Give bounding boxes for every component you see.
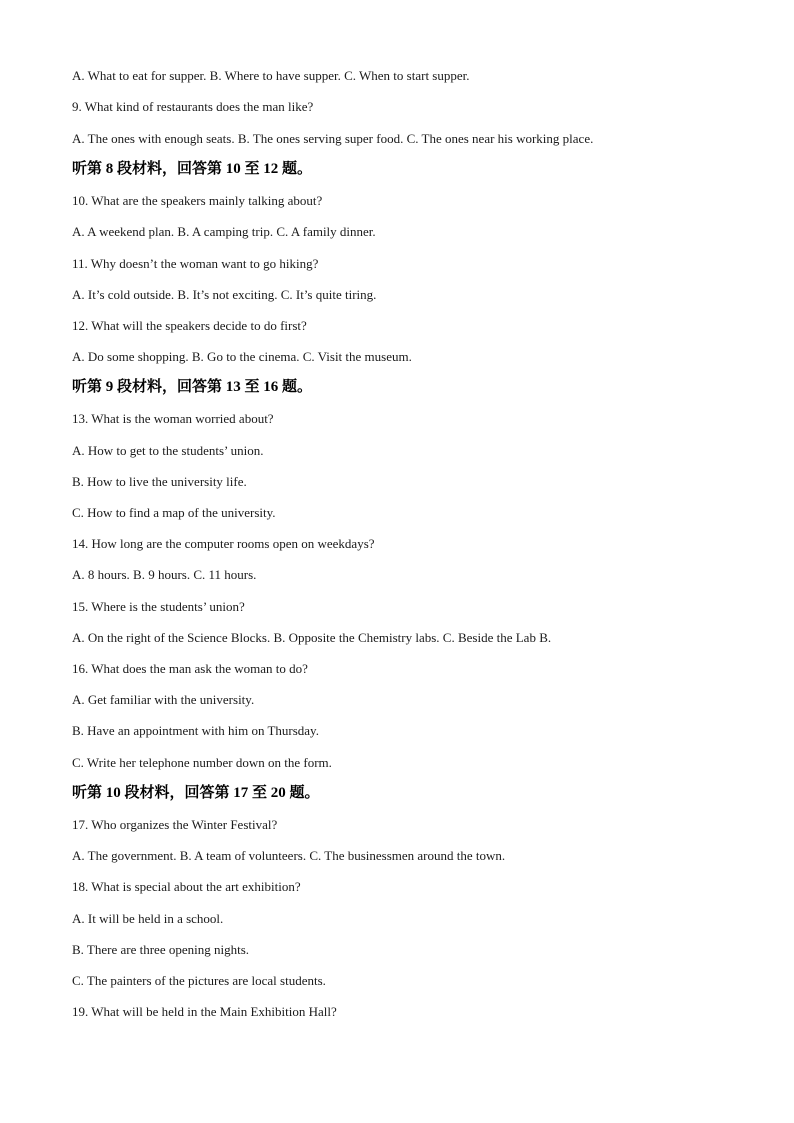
section-heading-10: 听第 10 段材料，回答第 17 至 20 题。 — [72, 785, 320, 801]
q19-question: 19. What will be held in the Main Exhibition Hall? — [72, 1004, 337, 1019]
q18-option-c: C. The painters of the pictures are local students. — [72, 973, 326, 988]
q11-question: 11. Why doesn’t the woman want to go hiking? — [72, 256, 319, 271]
q18-question: 18. What is special about the art exhibition? — [72, 879, 301, 894]
q18-option-a: A. It will be held in a school. — [72, 911, 224, 926]
q15-question: 15. Where is the students’ union? — [72, 599, 245, 614]
q12-question: 12. What will the speakers decide to do first? — [72, 318, 307, 333]
q9-question: 9. What kind of restaurants does the man like? — [72, 99, 314, 114]
q10-question: 10. What are the speakers mainly talking about? — [72, 193, 323, 208]
q11-options: A. It’s cold outside. B. It’s not exciting. C. It’s quite tiring. — [72, 287, 377, 302]
q8-options: A. What to eat for supper. B. Where to have supper. C. When to start supper. — [72, 68, 470, 83]
q12-options: A. Do some shopping. B. Go to the cinema. C. Visit the museum. — [72, 349, 412, 364]
section-heading-9: 听第 9 段材料，回答第 13 至 16 题。 — [72, 379, 313, 395]
q14-options: A. 8 hours. B. 9 hours. C. 11 hours. — [72, 567, 257, 582]
q13-option-a: A. How to get to the students’ union. — [72, 443, 264, 458]
q14-question: 14. How long are the computer rooms open on weekdays? — [72, 536, 375, 551]
q13-question: 13. What is the woman worried about? — [72, 411, 274, 426]
q13-option-c: C. How to find a map of the university. — [72, 505, 276, 520]
q16-option-a: A. Get familiar with the university. — [72, 692, 255, 707]
q13-option-b: B. How to live the university life. — [72, 474, 247, 489]
q17-question: 17. Who organizes the Winter Festival? — [72, 817, 278, 832]
q9-options: A. The ones with enough seats. B. The ones serving super food. C. The ones near his working place. — [72, 131, 594, 146]
q10-options: A. A weekend plan. B. A camping trip. C. A family dinner. — [72, 224, 376, 239]
q16-option-b: B. Have an appointment with him on Thursday. — [72, 723, 319, 738]
q16-question: 16. What does the man ask the woman to do? — [72, 661, 308, 676]
q16-option-c: C. Write her telephone number down on the form. — [72, 755, 332, 770]
q17-options: A. The government. B. A team of volunteers. C. The businessmen around the town. — [72, 848, 506, 863]
q15-options: A. On the right of the Science Blocks. B. Opposite the Chemistry labs. C. Beside the Lab B. — [72, 630, 552, 645]
q18-option-b: B. There are three opening nights. — [72, 942, 250, 957]
section-heading-8: 听第 8 段材料，回答第 10 至 12 题。 — [72, 161, 313, 177]
